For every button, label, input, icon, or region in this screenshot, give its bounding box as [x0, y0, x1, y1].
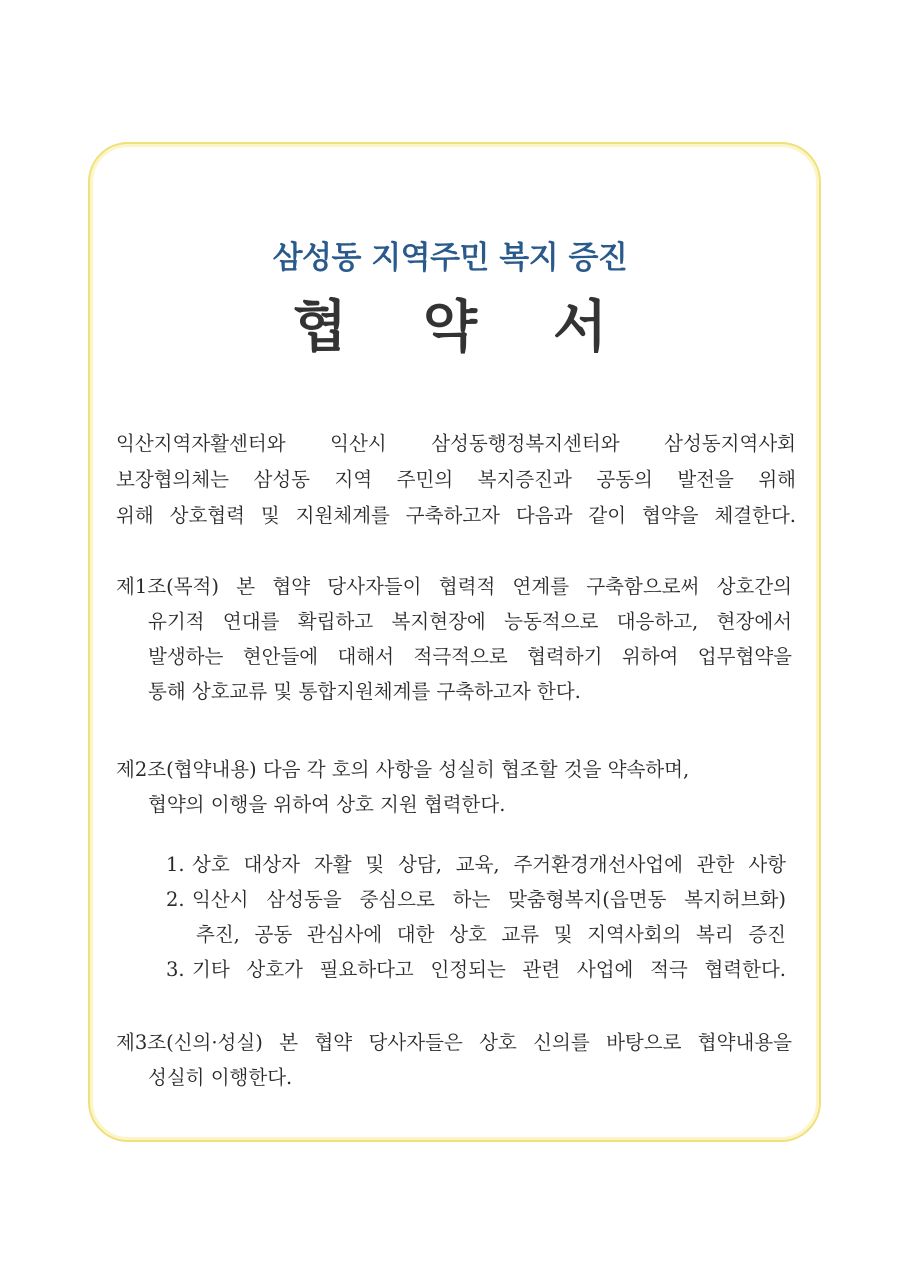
list-item — [166, 847, 786, 882]
article-1 — [116, 569, 792, 709]
document-title — [0, 283, 900, 363]
article-1-line: 발생하는 현안들에 대해서 적극적으로 협력하기 위하여 업무협약을 — [148, 645, 792, 668]
intro-paragraph — [116, 426, 796, 534]
article-2-line: 제2조(협약내용) 다음 각 호의 사항을 성실히 협조할 것을 약속하며, — [116, 758, 690, 781]
list-item — [166, 952, 786, 987]
title-char-1: 협 — [292, 294, 347, 360]
intro-line: 보장협의체는 삼성동 지역 주민의 복지증진과 공동의 발전을 위해 — [116, 468, 796, 491]
title-char-2: 약 — [422, 294, 478, 360]
list-item — [166, 882, 786, 917]
item-number: 1. — [166, 853, 185, 876]
article-3-line: 성실히 이행한다. — [148, 1066, 293, 1089]
item-text: 추진, 공동 관심사에 대한 상호 교류 및 지역사회의 복리 증진 — [196, 923, 786, 946]
article-1-line: 유기적 연대를 확립하고 복지현장에 능동적으로 대응하고, 현장에서 — [148, 610, 792, 633]
item-text: 기타 상호가 필요하다고 인정되는 관련 사업에 적극 협력한다. — [192, 958, 786, 981]
article-2 — [116, 752, 792, 822]
intro-line: 익산지역자활센터와 익산시 삼성동행정복지센터와 삼성동지역사회 — [116, 432, 796, 455]
list-item-continuation — [166, 917, 786, 952]
article-2-line: 협약의 이행을 위하여 상호 지원 협력한다. — [148, 793, 506, 816]
article-1-line: 제1조(목적) 본 협약 당사자들이 협력적 연계를 구축함으로써 상호간의 — [116, 575, 792, 598]
title-char-3: 서 — [553, 294, 608, 360]
item-text: 상호 대상자 자활 및 상담, 교육, 주거환경개선사업에 관한 사항 — [192, 853, 786, 876]
article-1-line: 통해 상호교류 및 통합지원체계를 구축하고자 한다. — [148, 680, 581, 703]
article-3-line: 제3조(신의·성실) 본 협약 당사자들은 상호 신의를 바탕으로 협약내용을 — [116, 1031, 792, 1054]
intro-line: 위해 상호협력 및 지원체계를 구축하고자 다음과 같이 협약을 체결한다. — [116, 504, 796, 527]
item-number: 2. — [166, 888, 185, 911]
item-text: 익산시 삼성동을 중심으로 하는 맞춤형복지(읍면동 복지허브화) — [192, 888, 786, 911]
document-subtitle: 삼성동 지역주민 복지 증진 — [272, 240, 628, 276]
article-3 — [116, 1025, 792, 1095]
item-number: 3. — [166, 958, 185, 981]
article-2-items — [166, 847, 786, 987]
